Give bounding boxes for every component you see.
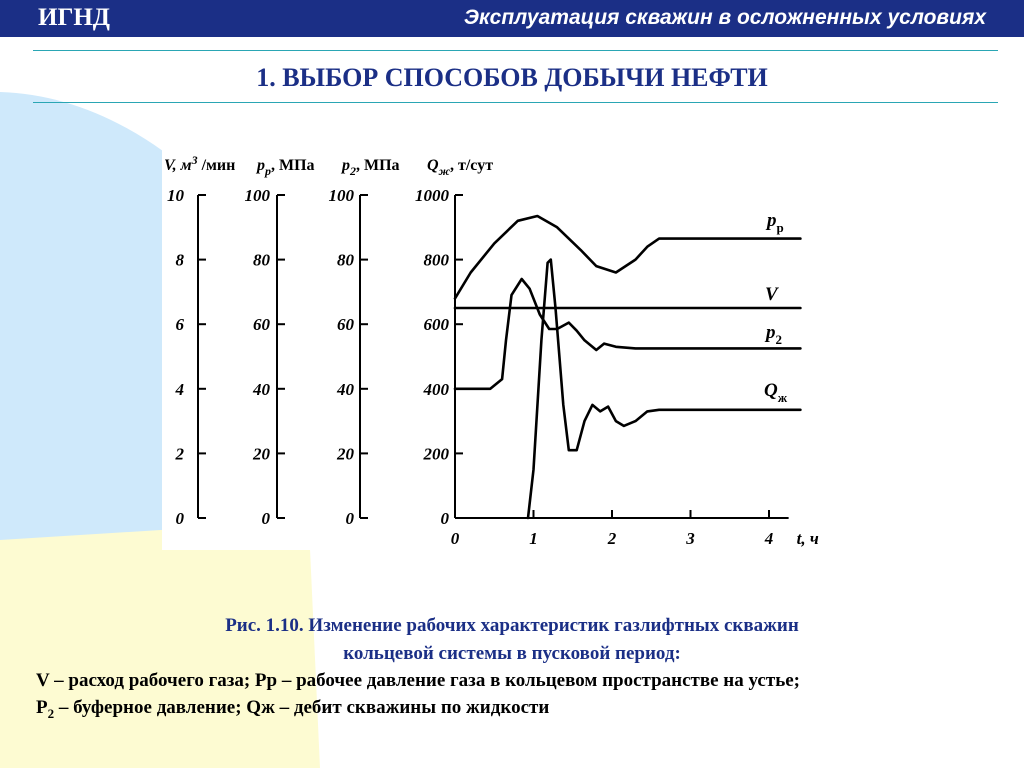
y-tick-label: 80 [253, 250, 270, 270]
slide-title: 1. ВЫБОР СПОСОБОВ ДОБЫЧИ НЕФТИ [256, 63, 768, 92]
y-tick-label: 20 [337, 444, 354, 464]
series-label-2 [764, 322, 782, 347]
axis-label-main: V, м [164, 157, 192, 174]
figure-panel [162, 140, 834, 550]
y-tick-label: 800 [423, 250, 449, 270]
y-tick-label: 0 [345, 509, 354, 528]
axis-label-main: Q [427, 157, 439, 174]
axis-label-2 [340, 157, 400, 178]
x-tick-label: 1 [529, 529, 538, 548]
x-tick-label: 0 [450, 529, 460, 548]
y-tick-label: 4 [175, 379, 184, 399]
axis-label-main: p [342, 157, 350, 174]
series-label-3 [764, 380, 788, 405]
axis-label-subscript: ж [438, 164, 450, 178]
series-label-name: p [767, 210, 777, 231]
axis-label-unit: , т/сут [450, 157, 494, 174]
y-tick-label: 200 [423, 444, 449, 464]
series-label-1 [765, 284, 779, 305]
x-axis-label: t, ч [796, 529, 819, 548]
axis-label-main: p [257, 157, 265, 174]
axis-label-unit: /мин [197, 157, 236, 174]
legend-line-2 [36, 697, 549, 722]
x-tick-label: 4 [764, 529, 774, 548]
y-tick-label: 0 [175, 509, 184, 528]
axis-label-unit: , МПа [356, 157, 400, 174]
legend-p2-subscript: 2 [47, 705, 55, 721]
y-tick-label: 100 [244, 186, 270, 205]
caption-line-1: Рис. 1.10. Изменение рабочих характеристик газлифтных скважин [225, 615, 799, 636]
series-label-name: p [766, 322, 776, 343]
x-tick-label: 2 [607, 529, 617, 548]
axis-label-3 [427, 157, 493, 178]
y-tick-label: 2 [175, 444, 184, 464]
axis-label-0 [164, 153, 235, 174]
header-left-title: ИГНД [38, 4, 110, 31]
y-tick-label: 600 [423, 315, 449, 335]
y-tick-label: 20 [253, 444, 270, 464]
title-divider [33, 102, 998, 103]
series-line-2 [455, 279, 800, 389]
y-tick-label: 40 [253, 379, 270, 399]
y-tick-label: 0 [261, 509, 270, 528]
series-label-name: Q [764, 380, 778, 401]
y-tick-label: 80 [337, 250, 354, 270]
series-label-subscript: 2 [775, 332, 782, 347]
header-right-title: Эксплуатация скважин в осложненных условиях [463, 6, 986, 29]
top-divider [33, 50, 998, 51]
axis-label-subscript: р [265, 164, 271, 178]
legend-p2-letter: P [36, 697, 48, 718]
y-tick-label: 60 [253, 315, 270, 335]
y-tick-label: 8 [175, 250, 184, 270]
y-tick-label: 400 [423, 379, 449, 399]
series-label-name: V [765, 284, 778, 305]
axis-label-superscript: 3 [191, 153, 198, 167]
y-tick-label: 6 [175, 315, 184, 335]
series-line-3 [528, 260, 800, 518]
series-label-subscript: р [776, 220, 784, 235]
y-tick-label: 0 [440, 509, 449, 528]
y-tick-label: 10 [167, 186, 184, 205]
caption-line-2: кольцевой системы в пусковой период: [343, 643, 681, 664]
axis-label-1 [255, 157, 315, 178]
y-tick-label: 60 [337, 315, 354, 335]
chart [162, 140, 834, 550]
axis-label-subscript: 2 [350, 164, 356, 178]
series-label-0 [765, 210, 784, 235]
header-bar [0, 0, 1024, 37]
legend-line-1: V – расход рабочего газа; Pр – рабочее давление газа в кольцевом пространстве на устье; [36, 670, 800, 691]
y-tick-label: 40 [337, 379, 354, 399]
series-label-subscript: ж [777, 390, 788, 405]
series-line-0 [455, 216, 800, 298]
axis-label-unit: , МПа [271, 157, 315, 174]
y-tick-label: 100 [328, 186, 354, 205]
y-tick-label: 1000 [415, 186, 449, 205]
x-tick-label: 3 [686, 529, 695, 548]
legend-line-2-text: – буферное давление; Qж – дебит скважины по жидкости [54, 697, 550, 718]
